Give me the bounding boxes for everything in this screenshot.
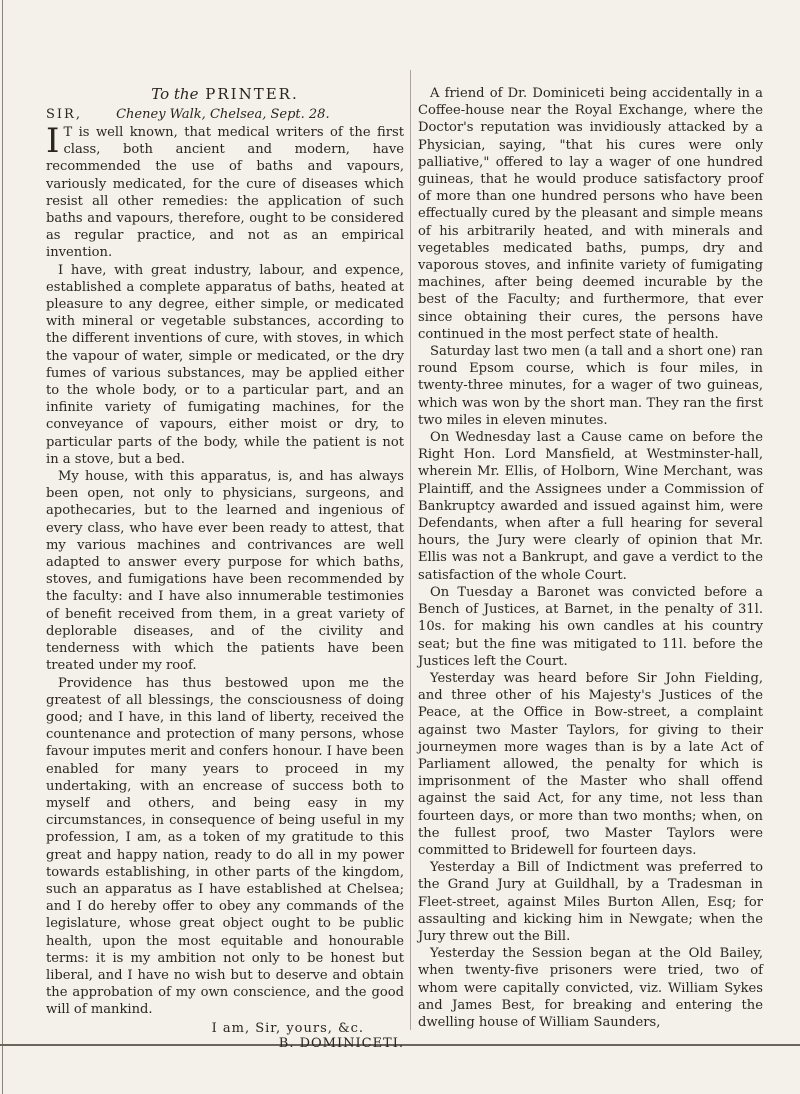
heading-prefix: To the [151,85,199,103]
drop-cap: I [46,121,60,161]
letter-paragraph-4: Providence has thus bestowed upon me the greatest of all blessings, the consciousness of doing good; and I have, in this land of liberty, received the countenance and protection of many persons, whose favour imputes merit and confers honour. I have been enabled for many years to proceed in my undertaking, with an encrease of success both to myself and others, and being easy in my circumstances, in consequence of being useful in my profession, I am, as a token of my gratitude to this great and happy nation, ready to do all in my power towards establishing, in other parts of the kingdom, such an apparatus as I have established at Chelsea; and I do hereby offer to obey any commands of the legislature, whose great object ought to be public health, upon the most equitable and honourable terms: it is my ambition not only to be honest but liberal, and I have no wish but to deserve and obtain the approbation of my own conscience, and the good will of mankind. [46,675,404,1018]
letter-closing: I am, Sir, yours, &c. [211,1020,364,1036]
news-column [418,85,763,1030]
news-item-4: On Tuesday a Baronet was convicted before a Bench of Justices, at Barnet, in the penalty of 31l. 10s. for making his own candles at his country seat; but the fine was mitigated to 11l. before the Justices left the Court. [418,584,763,669]
letter-paragraph-3: My house, with this apparatus, is, and has always been open, not only to physicians, surgeons, and apothecaries, but to the learned and ingenious of every class, who have ever been ready to attest, that my various machines and contrivances are well adapted to answer every purpose for which baths, stoves, and fumigations have been recommended by the faculty: and I have also innumerable testimonies of benefit received from them, in a great variety of deplorable diseases, and of the civility and tenderness with which the patients have been treated under my roof. [46,469,404,674]
column-divider [410,70,411,1030]
news-item-3: On Wednesday last a Cause came on before the Right Hon. Lord Mansfield, at Westminster-hall, wherein Mr. Ellis, of Holborn, Wine Merchant, was Plaintiff, and the Assignees under a Commission of Bankruptcy awarded and issued against him, were Defendants, when after a full hearing for several hours, the Jury were clearly of opinion that Mr. Ellis was not a Bankrupt, and gave a verdict to the satisfaction of the whole Court. [418,430,763,583]
page-edge-left [2,0,3,1094]
letter-heading [46,85,404,103]
salutation: SIR, [46,107,82,122]
news-item-6: Yesterday a Bill of Indictment was preferred to the Grand Jury at Guildhall, by a Tradesman in Fleet-street, against Miles Burton Allen, Esq; for assaulting and kicking him in Newgate; when the Jury threw out the Bill. [418,860,763,944]
letter-paragraph-1-text: T is well known, that medical writers of the first class, both ancient and modern, have recommended the use of baths and vapours, variously medicated, for the cure of diseases which resist all other remedies: the application of such baths and vapours, therefore, ought to be considered as regular practice, and not as an empirical invention. [46,125,404,261]
news-item-7: Yesterday the Session began at the Old Bailey, when twenty-five prisoners were tried, two of whom were capitally convicted, viz. William Sykes and James Best, for breaking and entering the dwelling house of William Saunders, [418,946,763,1030]
heading-main: PRINTER. [205,85,299,103]
letter-signoff [46,1021,404,1051]
news-item-1: A friend of Dr. Dominiceti being accidentally in a Coffee-house near the Royal Exchange, where the Doctor's reputation was invidiously attacked by a Physician, saying, "that his cures were only palliative," offered to lay a wager of one hundred guineas, that he would produce satisfactory proof of more than one hundred persons who have been effectually cured by the pleasant and simple means of his arbitrarily heated, and with minerals and vegetables medicated baths, pumps, dry and vaporous stoves, and infinite variety of fumigating machines, after being deemed incurable by the best of the Faculty; and furthermore, that ever since obtaining their cures, the persons have continued in the most perfect state of health. [418,86,763,342]
letter-paragraph-2: I have, with great industry, labour, and expence, established a complete apparatus of baths, heated at pleasure to any degree, either simple, or medicated with mineral or vegetable substances, according to the different inventions of cure, with stoves, in which the vapour of water, simple or medicated, or the dry fumes of various substances, may be applied either to the whole body, or to a particular part, and an infinite variety of fumigating machines, for the conveyance of vapours, either moist or dry, to particular parts of the body, while the patient is not in a stove, but a bed. [46,262,404,467]
letter-signature: B. DOMINICETI. [278,1035,404,1051]
news-item-5: Yesterday was heard before Sir John Fielding, and three other of his Majesty's Justices of the Peace, at the Office in Bow-street, a complaint against two Master Taylors, for giving to their journeymen more wages than is by a late Act of Parliament allowed, the penalty for which is imprisonment of the Master who shall offend against the said Act, for any time, not less than fourteen days, or more than two months; when, on the fullest proof, two Master Taylors were committed to Bridewell for fourteen days. [418,670,763,858]
letter-paragraph-1 [46,121,404,262]
news-item-2: Saturday last two men (a tall and a short one) ran round Epsom course, which is four miles, in twenty-three minutes, for a wager of two guineas, which was won by the short man. They ran the first two miles in eleven minutes. [418,344,763,428]
letter-location: Cheney Walk, Chelsea, Sept. 28. [116,107,330,122]
letter-dateline [46,107,404,122]
letter-column [46,85,404,1051]
